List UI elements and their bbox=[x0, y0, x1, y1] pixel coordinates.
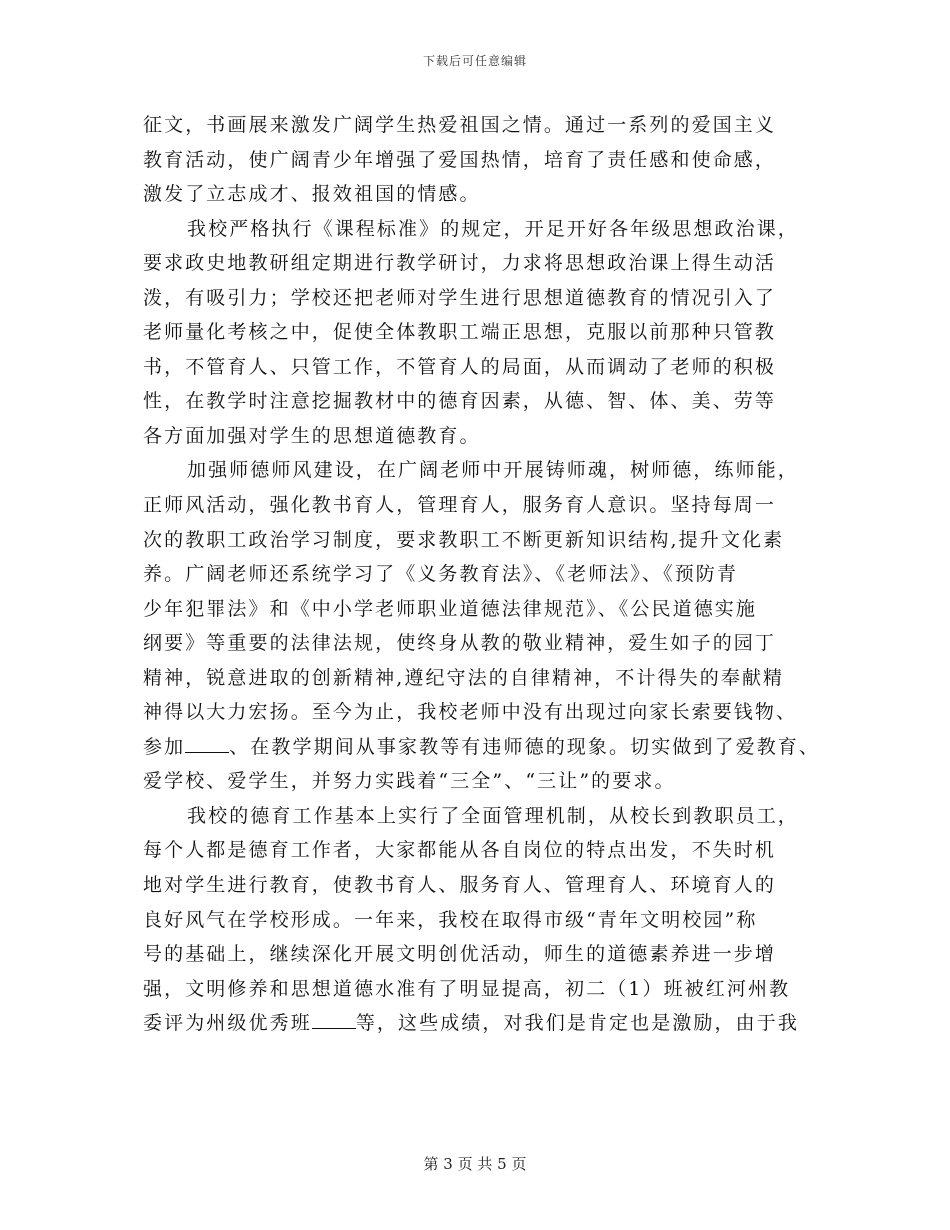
text-line: 地对学生进行教育，使教书育人、服务育人、管理育人、环境育人的 bbox=[143, 874, 777, 897]
text-line: 书，不管育人、只管工作，不管育人的局面，从而调动了老师的积极 bbox=[143, 355, 777, 378]
text-segment: 参加 bbox=[143, 735, 186, 758]
text-line: 正师风活动，强化教书育人，管理育人，服务育人意识。坚持每周一 bbox=[143, 494, 777, 517]
text-line: 养。广阔老师还系统学习了《义务教育法》、《老师法》、《预防青 bbox=[143, 563, 739, 586]
text-line: 加强师德师风建设，在广阔老师中开展铸师魂，树师德，练师能， bbox=[187, 459, 799, 482]
text-line: 强，文明修养和思想道德水准有了明显提高，初二（1）班被红河州教 bbox=[143, 977, 791, 1000]
blank-underline bbox=[185, 734, 229, 753]
text-line: 泼，有吸引力；学校还把老师对学生进行思想道德教育的情况引入了 bbox=[143, 286, 777, 309]
text-line bbox=[143, 1006, 819, 1041]
text-line: 良好风气在学校形成。一年来，我校在取得市级“青年文明校园”称 bbox=[143, 908, 758, 931]
text-line bbox=[143, 730, 819, 765]
text-segment: 委评为州级优秀班 bbox=[143, 1012, 312, 1035]
text-line: 我校的德育工作基本上实行了全面管理机制，从校长到教职员工， bbox=[187, 804, 799, 827]
page-header: 下载后可任意编辑 bbox=[422, 54, 527, 68]
text-segment: 、在教学期间从事家教等有违师德的现象。切实做到了爱教育、 bbox=[229, 735, 821, 758]
paragraph bbox=[143, 453, 819, 798]
paragraph bbox=[143, 212, 819, 454]
paragraph bbox=[143, 108, 819, 212]
text-line: 纲要》等重要的法律法规，使终身从教的敬业精神，爱生如子的园丁 bbox=[143, 632, 777, 655]
text-segment: 等，这些成绩，对我们是肯定也是激励，由于我 bbox=[355, 1012, 799, 1035]
text-line: 老师量化考核之中，促使全体教职工端正思想，克服以前那种只管教 bbox=[143, 321, 777, 344]
text-line: 神得以大力宏扬。至今为止，我校老师中没有出现过向家长索要钱物、 bbox=[143, 701, 798, 724]
text-line: 征文，书画展来激发广阔学生热爱祖国之情。通过一系列的爱国主义 bbox=[143, 114, 777, 136]
text-line: 我校严格执行《课程标准》的规定，开足开好各年级思想政治课， bbox=[187, 217, 799, 240]
text-line: 爱学校、爱学生，并努力实践着“三全”、“三让”的要求。 bbox=[143, 770, 676, 793]
page-number: 第 3 页 共 5 页 bbox=[423, 1155, 527, 1173]
text-line: 性，在教学时注意挖掘教材中的德育因素，从德、智、体、美、劳等 bbox=[143, 390, 777, 413]
text-line: 每个人都是德育工作者，大家都能从各自岗位的特点出发，不失时机 bbox=[143, 839, 777, 862]
paragraph bbox=[143, 799, 819, 1041]
text-line: 少年犯罪法》和《中小学老师职业道德法律规范》、《公民道德实施 bbox=[143, 597, 758, 620]
text-line: 精神，锐意进取的创新精神,遵纪守法的自律精神，不计得失的奉献精 bbox=[143, 666, 785, 689]
text-line: 号的基础上，继续深化开展文明创优活动，师生的道德素养进一步增 bbox=[143, 943, 777, 966]
text-line: 教育活动，使广阔青少年增强了爱国热情，培育了责任感和使命感， bbox=[143, 148, 777, 171]
text-line: 次的教职工政治学习制度，要求教职工不断更新知识结构,提升文化素 bbox=[143, 528, 785, 551]
blank-underline bbox=[312, 1010, 356, 1029]
text-line: 激发了立志成才、报效祖国的情感。 bbox=[143, 183, 481, 206]
text-line: 各方面加强对学生的思想道德教育。 bbox=[143, 424, 481, 447]
text-line: 要求政史地教研组定期进行教学研讨，力求将思想政治课上得生动活 bbox=[143, 252, 777, 275]
document-body bbox=[143, 108, 819, 1041]
